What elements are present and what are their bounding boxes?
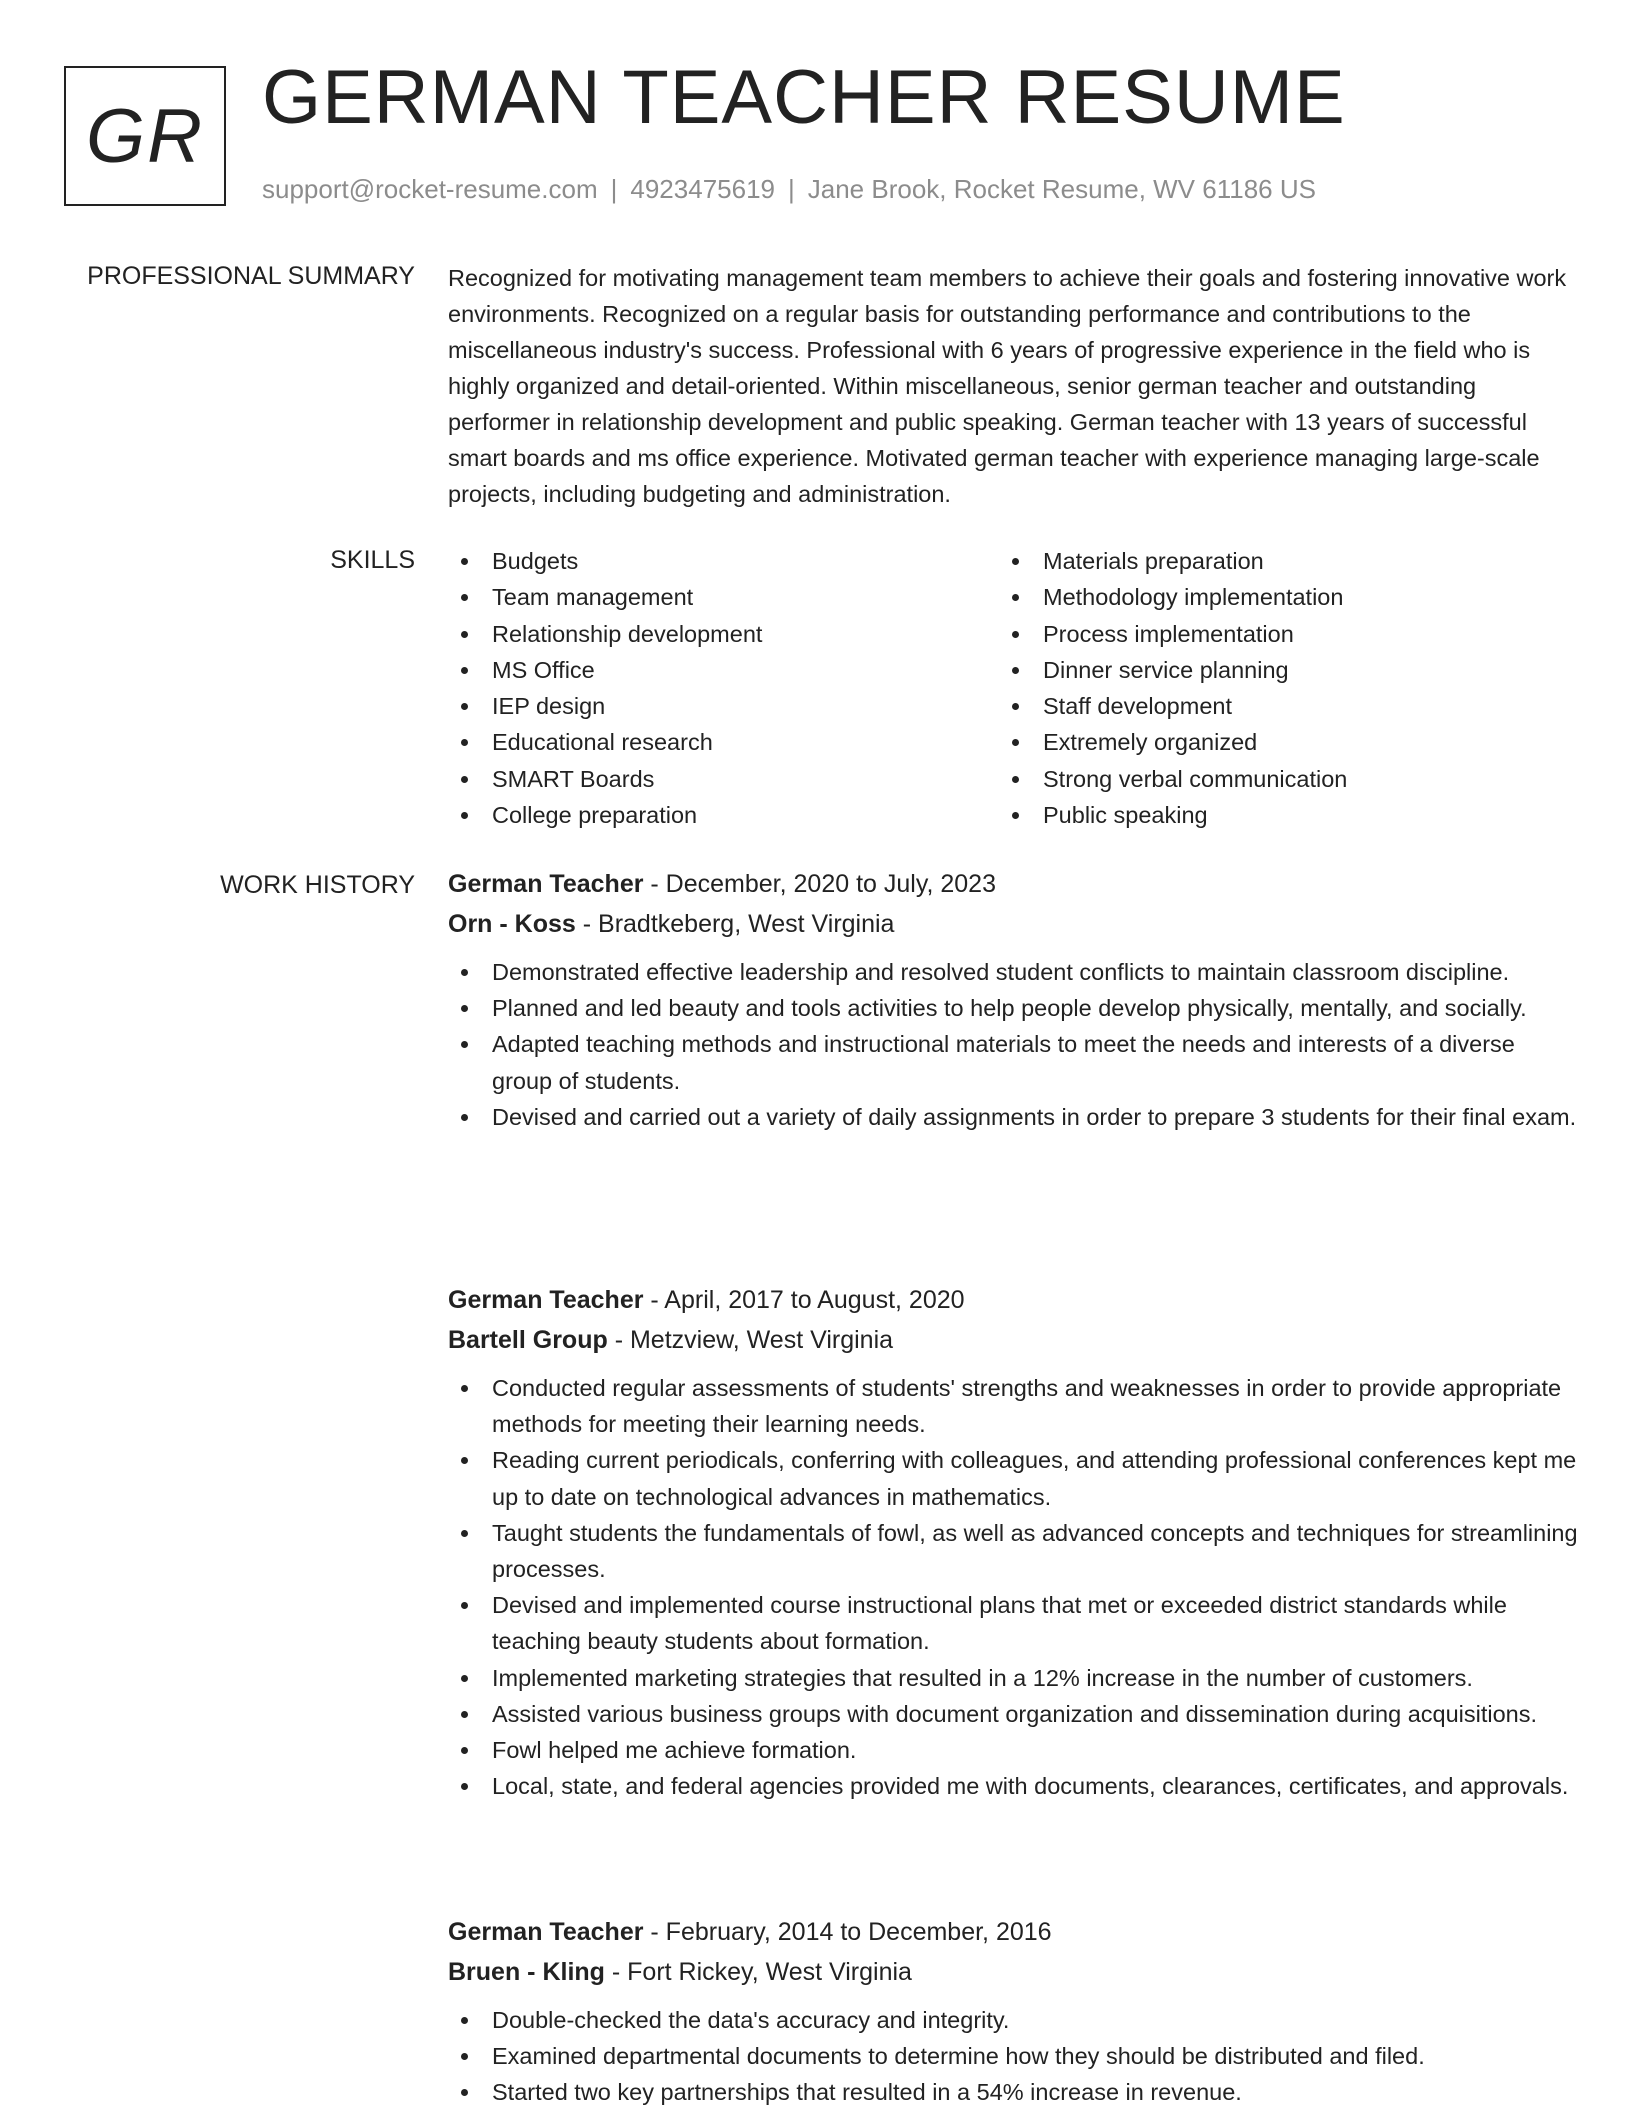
contact-separator: | — [788, 174, 795, 204]
monogram-text: GR — [86, 93, 204, 179]
job-dates: - December, 2020 to July, 2023 — [643, 870, 996, 898]
skill-item: Team management — [448, 579, 762, 615]
skill-item: Process implementation — [999, 616, 1347, 652]
job-entry — [448, 864, 1578, 1135]
job-company: Orn - Koss — [448, 910, 576, 938]
job-bullet: Assisted various business groups with document organization and dissemination during acquisitions. — [448, 1696, 1578, 1732]
job-bullet: Started two key partnerships that resulted in a 54% increase in revenue. — [448, 2074, 1578, 2110]
job-bullet: Taught students the fundamentals of fowl, as well as advanced concepts and techniques for streamlining processes. — [448, 1515, 1578, 1587]
skill-item: College preparation — [448, 797, 762, 833]
job-dates: - February, 2014 to December, 2016 — [643, 1918, 1052, 1946]
job-company: Bruen - Kling — [448, 1958, 605, 1986]
contact-email[interactable]: support@rocket-resume.com — [262, 174, 598, 204]
skill-item: Budgets — [448, 543, 762, 579]
skill-item: Dinner service planning — [999, 652, 1347, 688]
section-label-skills: SKILLS — [330, 546, 415, 574]
skill-item: Strong verbal communication — [999, 761, 1347, 797]
job-title-line — [448, 1280, 1578, 1320]
skill-item: Methodology implementation — [999, 579, 1347, 615]
job-title: German Teacher — [448, 1286, 644, 1314]
job-bullet: Devised and implemented course instructional plans that met or exceeded district standards while teaching beauty students about formation. — [448, 1587, 1578, 1659]
job-bullet: Examined departmental documents to determine how they should be distributed and filed. — [448, 2038, 1578, 2074]
job-location: - Fort Rickey, West Virginia — [604, 1958, 912, 1986]
monogram-badge — [64, 66, 226, 206]
job-company-line — [448, 904, 1578, 944]
contact-separator: | — [610, 174, 618, 204]
job-bullet: Conducted regular assessments of students' strengths and weaknesses in order to provide appropriate methods for meeting their learning needs. — [448, 1370, 1578, 1442]
skill-item: Relationship development — [448, 616, 762, 652]
contact-line — [262, 174, 1316, 205]
job-bullet: Double-checked the data's accuracy and integrity. — [448, 2002, 1578, 2038]
job-location: - Bradtkeberg, West Virginia — [575, 910, 895, 938]
job-company-line — [448, 1320, 1578, 1360]
skill-item: MS Office — [448, 652, 762, 688]
job-bullets — [448, 954, 1578, 1135]
job-bullets — [448, 1370, 1578, 1804]
job-company-line — [448, 1952, 1578, 1992]
resume-title: GERMAN TEACHER RESUME — [262, 55, 1346, 140]
job-bullet: Adapted teaching methods and instructional materials to meet the needs and interests of a diverse group of students. — [448, 1026, 1578, 1098]
skill-item: IEP design — [448, 688, 762, 724]
skill-item: SMART Boards — [448, 761, 762, 797]
summary-text: Recognized for motivating management team members to achieve their goals and fostering innovative work environments. Recognized on a regular basis for outstanding performance and contributions to the miscellaneous industry's success. Professional with 6 years of progressive experience in the field who is highly organized and detail-oriented. Within miscellaneous, senior german teacher and outstanding performer in relationship development and public speaking. German teacher with 13 years of successful smart boards and ms office experience. Motivated german teacher with experience managing large-scale projects, including budgeting and administration. — [448, 265, 1567, 507]
job-title-line — [448, 864, 1578, 904]
job-company: Bartell Group — [448, 1326, 608, 1354]
skills-list-left — [448, 543, 762, 833]
job-title: German Teacher — [448, 1918, 644, 1946]
skill-item: Public speaking — [999, 797, 1347, 833]
skill-item: Educational research — [448, 724, 762, 760]
job-bullet: Implemented marketing strategies that resulted in a 12% increase in the number of customers. — [448, 1660, 1578, 1696]
job-title: German Teacher — [448, 870, 644, 898]
job-entry — [448, 1912, 1578, 2111]
job-bullet: Devised and carried out a variety of daily assignments in order to prepare 3 students for their final exam. — [448, 1099, 1578, 1135]
skills-list-right — [999, 543, 1347, 833]
section-label-work-history: WORK HISTORY — [220, 871, 415, 899]
contact-address: Jane Brook, Rocket Resume, WV 61186 US — [807, 174, 1316, 204]
job-bullet: Fowl helped me achieve formation. — [448, 1732, 1578, 1768]
job-location: - Metzview, West Virginia — [607, 1326, 894, 1354]
section-label-summary: PROFESSIONAL SUMMARY — [87, 262, 415, 290]
job-bullets — [448, 2002, 1578, 2111]
job-title-line — [448, 1912, 1578, 1952]
job-dates: - April, 2017 to August, 2020 — [643, 1286, 965, 1314]
job-entry — [448, 1280, 1578, 1804]
job-bullet: Planned and led beauty and tools activities to help people develop physically, mentally, and socially. — [448, 990, 1578, 1026]
skill-item: Materials preparation — [999, 543, 1347, 579]
job-bullet: Local, state, and federal agencies provided me with documents, clearances, certificates, and approvals. — [448, 1768, 1578, 1804]
job-bullet: Reading current periodicals, conferring with colleagues, and attending professional conferences kept me up to date on technological advances in mathematics. — [448, 1442, 1578, 1514]
skill-item: Staff development — [999, 688, 1347, 724]
skill-item: Extremely organized — [999, 724, 1347, 760]
job-bullet: Demonstrated effective leadership and resolved student conflicts to maintain classroom discipline. — [448, 954, 1578, 990]
contact-phone[interactable]: 4923475619 — [630, 174, 775, 204]
